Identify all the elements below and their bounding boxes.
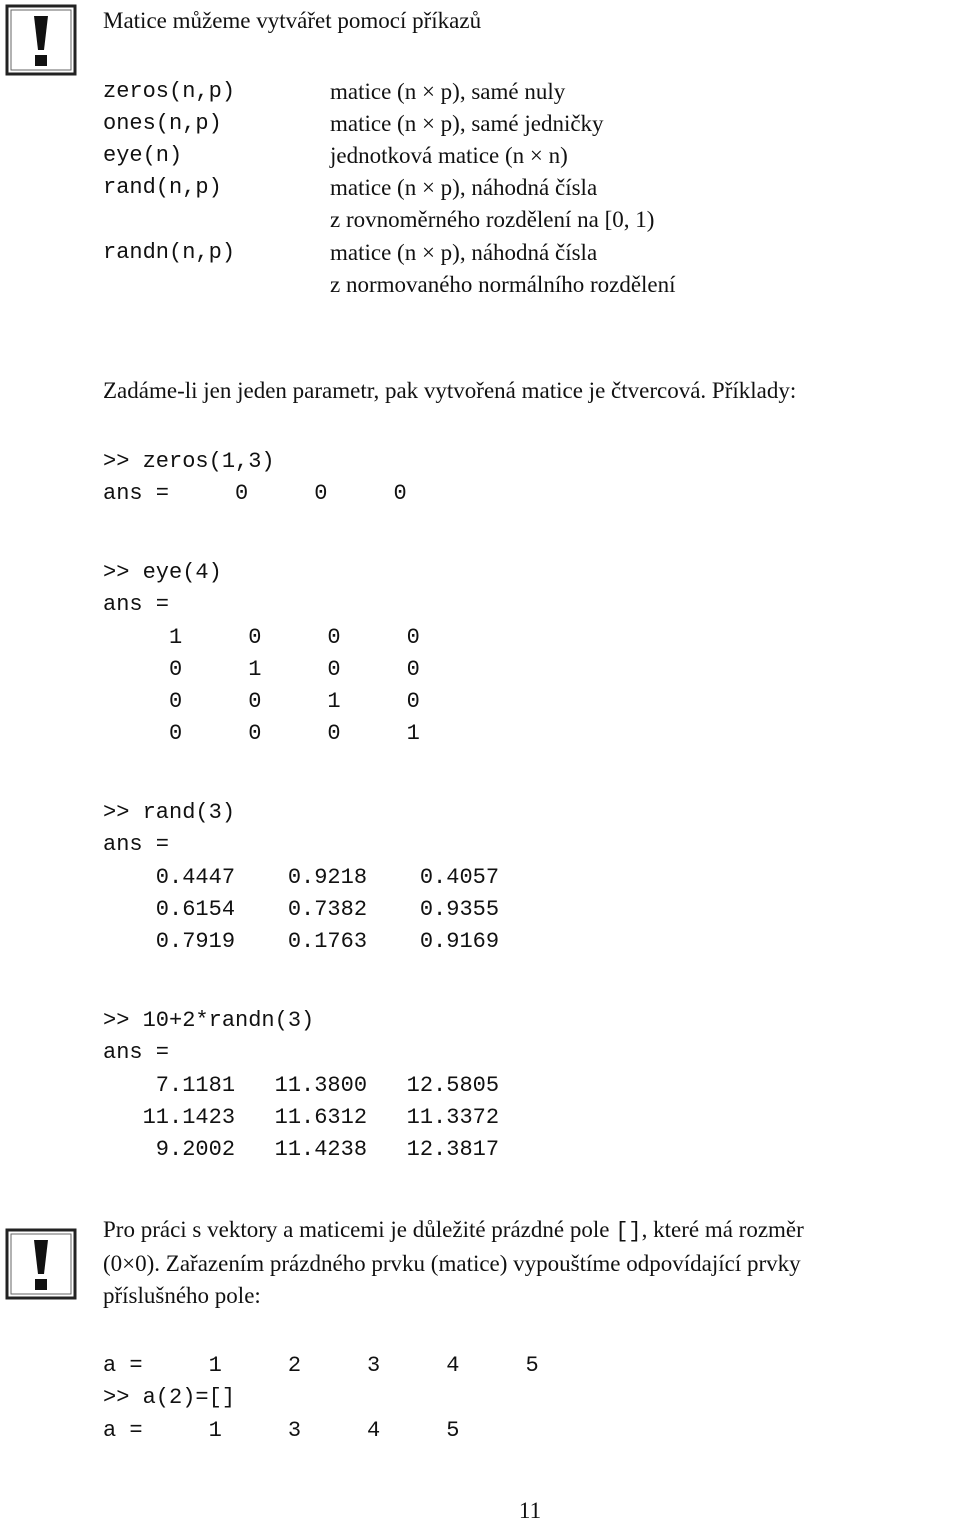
code-line: >> rand(3) xyxy=(103,800,236,825)
code-example-zeros xyxy=(103,446,407,511)
code-line: a = 1 3 4 5 xyxy=(103,1417,460,1443)
code-line: 7.1181 11.3800 12.5805 xyxy=(103,1072,500,1098)
code-line: ans = 0 0 0 xyxy=(103,481,407,507)
code-example-eye xyxy=(103,557,420,751)
function-cmd: randn(n,p) xyxy=(103,240,236,265)
code-line: >> zeros(1,3) xyxy=(103,449,275,474)
note-text: Pro práci s vektory a maticemi je důležité prázdné pole xyxy=(103,1217,616,1242)
code-line: 11.1423 11.6312 11.3372 xyxy=(103,1104,500,1130)
code-line: 0.4447 0.9218 0.4057 xyxy=(103,864,500,890)
code-line: 0.7919 0.1763 0.9169 xyxy=(103,929,500,955)
code-example-randn xyxy=(103,1005,499,1166)
code-line: ans = xyxy=(103,592,170,618)
function-cmd: ones(n,p) xyxy=(103,111,222,136)
code-example-empty xyxy=(103,1350,539,1447)
page-number: 11 xyxy=(518,1498,542,1523)
code-line: >> 10+2*randn(3) xyxy=(103,1008,315,1033)
code-line: >> a(2)=[] xyxy=(103,1385,236,1411)
function-cmd: zeros(n,p) xyxy=(103,79,236,104)
code-line: 0 0 1 0 xyxy=(103,689,420,715)
code-line: 1 0 0 0 xyxy=(103,624,420,650)
note-line-2: (0×0). Zařazením prázdného prvku (matice) vypouštíme odpovídající prvky xyxy=(103,1251,801,1277)
code-line: ans = xyxy=(103,1040,170,1066)
empty-array-note xyxy=(103,1214,958,1312)
function-desc: jednotková matice (n × n) xyxy=(330,143,568,168)
code-line: a = 1 2 3 4 5 xyxy=(103,1353,539,1378)
function-cmd: rand(n,p) xyxy=(103,175,222,200)
warning-icon xyxy=(5,1228,77,1300)
function-desc: z normovaného normálního rozdělení xyxy=(330,272,676,297)
code-line: ans = xyxy=(103,832,170,858)
intro-text: Matice můžeme vytvářet pomocí příkazů xyxy=(103,8,482,33)
code-line: 0.6154 0.7382 0.9355 xyxy=(103,896,500,922)
function-desc: matice (n × p), samé jedničky xyxy=(330,111,604,136)
note-line-1 xyxy=(103,1214,958,1248)
inline-code: [] xyxy=(615,1219,642,1244)
code-line: 9.2002 11.4238 12.3817 xyxy=(103,1137,500,1163)
code-line: 0 0 0 1 xyxy=(103,721,420,747)
code-line: 0 1 0 0 xyxy=(103,656,420,682)
note-line-3: příslušného pole: xyxy=(103,1283,261,1309)
function-desc: matice (n × p), samé nuly xyxy=(330,79,566,104)
code-example-rand xyxy=(103,797,499,958)
code-line: >> eye(4) xyxy=(103,560,222,585)
note-text: , které má rozměr xyxy=(641,1217,804,1242)
function-cmd: eye(n) xyxy=(103,143,183,168)
function-desc: matice (n × p), náhodná čísla xyxy=(330,175,598,200)
square-note: Zadáme-li jen jeden parametr, pak vytvořená matice je čtvercová. Příklady: xyxy=(103,378,797,403)
warning-icon xyxy=(5,4,77,76)
function-desc: z rovnoměrného rozdělení na [0, 1) xyxy=(330,207,655,232)
function-desc: matice (n × p), náhodná čísla xyxy=(330,240,598,265)
